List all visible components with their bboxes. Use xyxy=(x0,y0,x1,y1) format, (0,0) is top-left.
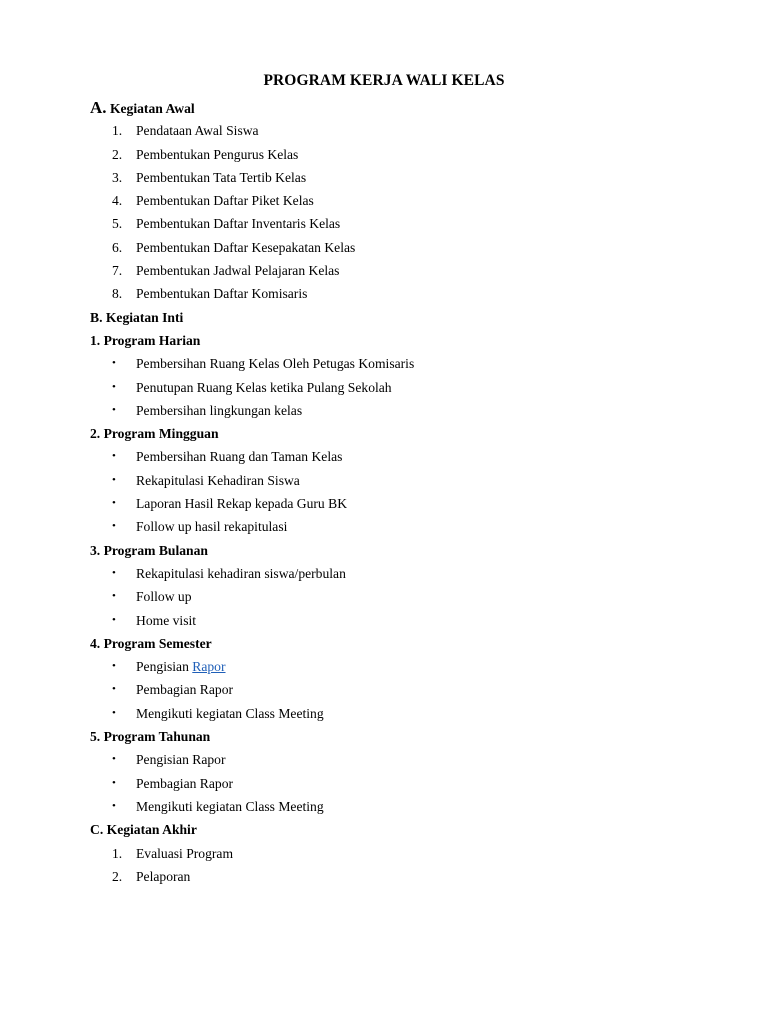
numbered-item xyxy=(90,236,710,259)
bullet-icon: • xyxy=(112,473,116,486)
item-number: 1. xyxy=(112,845,123,861)
bullet-icon: • xyxy=(112,683,116,696)
program-bulanan-heading: 3. Program Bulanan xyxy=(90,542,208,558)
numbered-item xyxy=(90,119,710,142)
bullet-item xyxy=(90,445,710,468)
item-text: Pembentukan Daftar Komisaris xyxy=(136,286,308,302)
bullet-item xyxy=(90,702,710,725)
bullet-item xyxy=(90,609,710,632)
section-c-heading: C. Kegiatan Akhir xyxy=(90,822,197,838)
bullet-icon: • xyxy=(112,357,116,370)
item-number: 7. xyxy=(112,263,123,279)
numbered-item xyxy=(90,166,710,189)
bullet-item xyxy=(90,795,710,818)
bullet-item xyxy=(90,469,710,492)
item-text: Mengikuti kegiatan Class Meeting xyxy=(136,705,324,721)
item-text: Penutupan Ruang Kelas ketika Pulang Sekolah xyxy=(136,379,392,395)
item-text: Follow up xyxy=(136,589,192,605)
numbered-item xyxy=(90,212,710,235)
program-semester-heading: 4. Program Semester xyxy=(90,635,212,651)
item-text: Pengisian xyxy=(136,659,189,675)
item-text: Pembersihan lingkungan kelas xyxy=(136,402,303,418)
item-text: Pembentukan Daftar Inventaris Kelas xyxy=(136,216,341,232)
numbered-item xyxy=(90,282,710,305)
bullet-item xyxy=(90,748,710,771)
item-text: Pembentukan Daftar Piket Kelas xyxy=(136,193,314,209)
section-a-heading xyxy=(90,96,710,119)
section-b-heading: B. Kegiatan Inti xyxy=(90,309,184,325)
item-number: 4. xyxy=(112,193,123,209)
item-text: Pelaporan xyxy=(136,868,191,884)
section-a-letter: A. xyxy=(90,98,107,117)
program-harian-heading: 1. Program Harian xyxy=(90,332,201,348)
item-text: Pembersihan Ruang dan Taman Kelas xyxy=(136,449,343,465)
item-text: Pembersihan Ruang Kelas Oleh Petugas Komisaris xyxy=(136,356,415,372)
item-number: 1. xyxy=(112,123,123,139)
item-text: Laporan Hasil Rekap kepada Guru BK xyxy=(136,496,348,512)
item-text: Pendataan Awal Siswa xyxy=(136,123,259,139)
bullet-item xyxy=(90,562,710,585)
bullet-icon: • xyxy=(112,660,116,673)
rapor-link[interactable]: Rapor xyxy=(192,659,226,675)
document-title: PROGRAM KERJA WALI KELAS xyxy=(263,72,505,89)
item-text: Rekapitulasi Kehadiran Siswa xyxy=(136,472,300,488)
bullet-item xyxy=(90,515,710,538)
bullet-item xyxy=(90,492,710,515)
bullet-icon: • xyxy=(112,590,116,603)
bullet-icon: • xyxy=(112,450,116,463)
bullet-item xyxy=(90,352,710,375)
bullet-icon: • xyxy=(112,403,116,416)
numbered-item xyxy=(90,143,710,166)
program-mingguan-heading: 2. Program Mingguan xyxy=(90,426,219,442)
item-number: 5. xyxy=(112,216,123,232)
item-text: Pembentukan Pengurus Kelas xyxy=(136,146,299,162)
numbered-item xyxy=(90,842,710,865)
bullet-icon: • xyxy=(112,566,116,579)
bullet-icon: • xyxy=(112,380,116,393)
bullet-item xyxy=(90,772,710,795)
numbered-item xyxy=(90,865,710,888)
program-tahunan-heading: 5. Program Tahunan xyxy=(90,729,211,745)
bullet-item xyxy=(90,678,710,701)
bullet-icon: • xyxy=(112,753,116,766)
item-text: Pembagian Rapor xyxy=(136,775,234,791)
section-a-label: Kegiatan Awal xyxy=(109,101,195,116)
bullet-icon: • xyxy=(112,613,116,626)
bullet-item xyxy=(90,376,710,399)
item-number: 2. xyxy=(112,146,123,162)
bullet-item xyxy=(90,585,710,608)
bullet-icon: • xyxy=(112,776,116,789)
item-text: Pengisian Rapor xyxy=(136,752,226,768)
bullet-item xyxy=(90,399,710,422)
item-text: Pembentukan Jadwal Pelajaran Kelas xyxy=(136,263,340,279)
item-number: 8. xyxy=(112,286,123,302)
item-text: Evaluasi Program xyxy=(136,845,234,861)
item-text: Pembentukan Tata Tertib Kelas xyxy=(136,169,307,185)
numbered-item xyxy=(90,259,710,282)
item-text: Pembagian Rapor xyxy=(136,682,234,698)
document-body xyxy=(90,96,710,888)
item-text: Home visit xyxy=(136,612,197,628)
item-text: Follow up hasil rekapitulasi xyxy=(136,519,288,535)
item-number: 6. xyxy=(112,239,123,255)
bullet-icon: • xyxy=(112,706,116,719)
bullet-icon: • xyxy=(112,799,116,812)
item-text: Rekapitulasi kehadiran siswa/perbulan xyxy=(136,565,346,581)
item-number: 3. xyxy=(112,169,123,185)
bullet-item xyxy=(90,655,710,678)
item-text: Pembentukan Daftar Kesepakatan Kelas xyxy=(136,239,356,255)
numbered-item xyxy=(90,189,710,212)
item-text: Mengikuti kegiatan Class Meeting xyxy=(136,798,324,814)
bullet-icon: • xyxy=(112,497,116,510)
item-number: 2. xyxy=(112,868,123,884)
bullet-icon: • xyxy=(112,520,116,533)
